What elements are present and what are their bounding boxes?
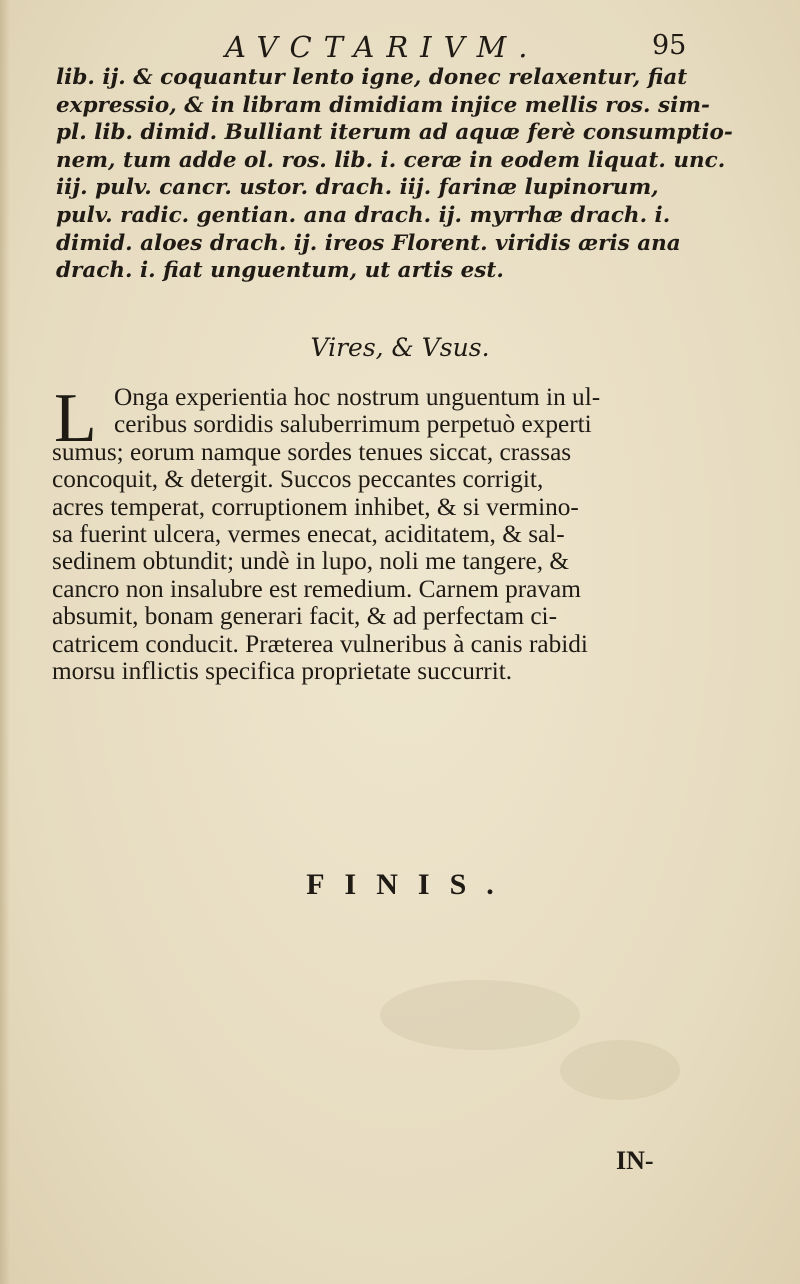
recipe-line: iij. pulv. cancr. ustor. drach. iij. farinæ lupinorum,: [56, 175, 659, 201]
recipe-line: pl. lib. dimid. Bulliant iterum ad aquæ ferè consumptio-: [56, 120, 733, 146]
recipe-line: drach. i. fiat unguentum, ut artis est.: [56, 258, 504, 284]
body-line: acres temperat, corruptionem inhibet, & si vermino-: [52, 492, 579, 521]
body-paragraph: [52, 380, 752, 685]
body-line: sumus; eorum namque sordes tenues siccat, crassas: [52, 437, 572, 466]
recipe-line: expressio, & in libram dimidiam injice mellis ros. sim-: [56, 92, 710, 118]
body-line: catricem conducit. Præterea vulneribus à canis rabidi: [52, 629, 588, 658]
drop-cap-initial: L: [54, 380, 97, 457]
running-title: AVCTARIVM.: [225, 30, 540, 64]
catchword: IN-: [616, 1146, 654, 1175]
body-line: sa fuerint ulcera, vermes enecat, aciditatem, & sal-: [52, 519, 565, 548]
body-line: absumit, bonam generari facit, & ad perfectam ci-: [52, 602, 558, 631]
recipe-line: lib. ij. & coquantur lento igne, donec relaxentur, fiat: [56, 65, 688, 90]
paper-stain: [380, 980, 580, 1050]
body-line: concoquit, & detergit. Succos peccantes corrigit,: [52, 465, 544, 494]
recipe-line: nem, tum adde ol. ros. lib. i. ceræ in eodem liquat. unc.: [56, 147, 726, 173]
body-line: sedinem obtundit; undè in lupo, noli me tangere, &: [52, 547, 570, 576]
page-edge-shadow: [0, 0, 10, 1284]
recipe-line: dimid. aloes drach. ij. ireos Florent. viridis æris ana: [56, 230, 681, 256]
section-heading: Vires, & Vsus.: [310, 333, 490, 362]
paper-stain: [560, 1040, 680, 1100]
finis-mark: FINIS.: [306, 868, 514, 901]
body-line: Onga experientia hoc nostrum unguentum in ul-: [114, 383, 601, 411]
body-line: ceribus sordidis saluberrimum perpetuò experti: [114, 410, 592, 439]
body-line: cancro non insalubre est remedium. Carnem pravam: [52, 574, 581, 603]
body-line: morsu inflictis specifica proprietate succurrit.: [52, 656, 513, 685]
page-number: 95: [652, 30, 687, 61]
recipe-line: pulv. radic. gentian. ana drach. ij. myrrhæ drach. i.: [56, 202, 671, 228]
recipe-paragraph: [56, 64, 756, 285]
